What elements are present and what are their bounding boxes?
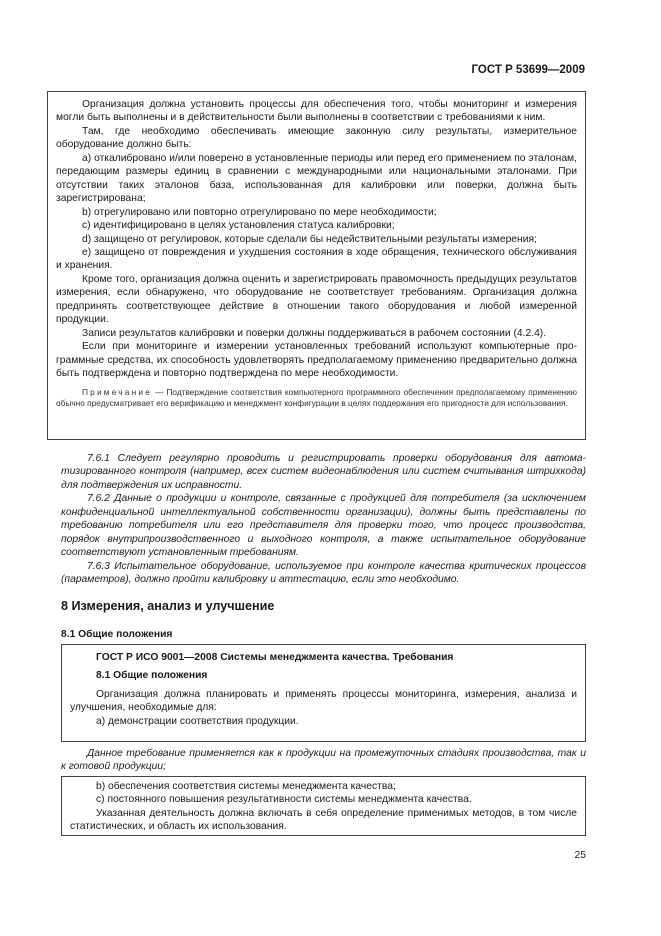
paragraph: Записи результатов калибровки и поверки должны поддерживаться в рабочем состоянии (4.2.4). xyxy=(82,327,547,339)
list-item-d: d) защищено от регулировок, которые сделали бы недействительными результаты измерения; xyxy=(82,233,537,245)
paragraph: Там, где необходимо обеспечивать имеющие законную силу результаты, измерительное оборудование должно быть: xyxy=(56,125,577,151)
paragraph: Кроме того, организация должна оценить и зарегистрировать правомочность предыдущих результатов измерения, если обнаружено, что оборудование не соответствует требованиям. Организация должна предпринять соответствующее действие в отношении такого оборудования и любой измеренной продукции. xyxy=(56,273,577,326)
paragraph: Указанная деятельность должна включать в себя определение применимых методов, в том числе статистических, и область их использования. xyxy=(70,807,577,833)
clause-7-6-1: 7.6.1 Следует регулярно проводить и регистрировать проверки оборудования для автоматизированного контроля (например, всех систем видеонаблюдения или систем считывания штрихкода) для подтверждения их исправности. xyxy=(61,453,586,491)
quoted-requirements-box xyxy=(47,91,586,440)
note xyxy=(56,387,577,410)
paragraph: Организация должна планировать и применять процессы мониторинга, измерения, анализа и улучшения, необходимые для: xyxy=(70,688,577,714)
list-item-c: c) постоянного повышения результативности системы менеджмента качества. xyxy=(96,794,472,806)
iso-quote-box-continued xyxy=(61,776,586,836)
paragraph: Если при мониторинге и измерении установленных требований используют компьютерные программные средства, их способность удовлетворять предполагаемому применению предварительно должна быть подтверждена и повторно подтверждена по мере необходимости. xyxy=(56,341,577,380)
italic-note: Данное требование применяется как к продукции на промежуточных стадиях производства, так и к готовой продукции; xyxy=(61,748,586,773)
clause-7-6-2: 7.6.2 Данные о продукции и контроле, связанные с продукцией для потребителя (за исключением конфиденциальной интеллектуальной собственности организации), должны быть представлены по требованию потребителя или его представителя для проверки того, что процесс производства, порядок внутрипроизводственного и выходного контроля, а также испытательное оборудование соответствуют установленным требованиям. xyxy=(61,493,586,559)
quote-subheading: 8.1 Общие положения xyxy=(96,670,208,682)
document-header: ГОСТ Р 53699—2009 xyxy=(471,64,585,76)
list-item-c: c) идентифицировано в целях установления статуса калибровки; xyxy=(82,220,395,232)
list-item-a: а) откалибровано и/или поверено в установленные периоды или перед его применением по эталонам, передающим размеры единиц в сравнении с международными или национальными эталонами. При отсутствии таких эталонов база, использованная для калибровки или поверки, должна быть зарегистрирована; xyxy=(56,152,577,205)
note-label: Примечание xyxy=(82,386,153,397)
iso-quote-box xyxy=(61,644,586,742)
subsection-heading: 8.1 Общие положения xyxy=(61,629,173,640)
list-item-b: b) отрегулировано или повторно отрегулировано по мере необходимости; xyxy=(82,206,437,218)
note-text: — Подтверждение соответствия компьютерного программного обеспечения предполагаемому применению обычно предусматривает его верификацию и менеджмент конфигурации в целях поддержания его пригодности для использования. xyxy=(56,386,577,408)
clause-7-6-block xyxy=(61,452,586,587)
quote-title: ГОСТ Р ИСО 9001—2008 Системы менеджмента качества. Требования xyxy=(96,652,454,663)
clause-7-6-3: 7.6.3 Испытательное оборудование, используемое при контроле качества критических процессов (параметров), должно пройти калибровку и аттестацию, если это необходимо. xyxy=(61,560,586,586)
section-heading: 8 Измерения, анализ и улучшение xyxy=(61,599,275,613)
list-item-b: b) обеспечения соответствия системы менеджмента качества; xyxy=(96,781,396,792)
list-item-a: а) демонстрации соответствия продукции. xyxy=(96,715,299,727)
list-item-e: e) защищено от повреждения и ухудшения состояния в ходе обращения, технического обслуживания и хранения. xyxy=(56,246,577,272)
page-number: 25 xyxy=(574,850,586,861)
paragraph: Организация должна установить процессы для обеспечения того, чтобы мониторинг и измерения могли быть выполнены и в действительности были выполнены в соответствии с требованиями к ним. xyxy=(56,99,577,124)
